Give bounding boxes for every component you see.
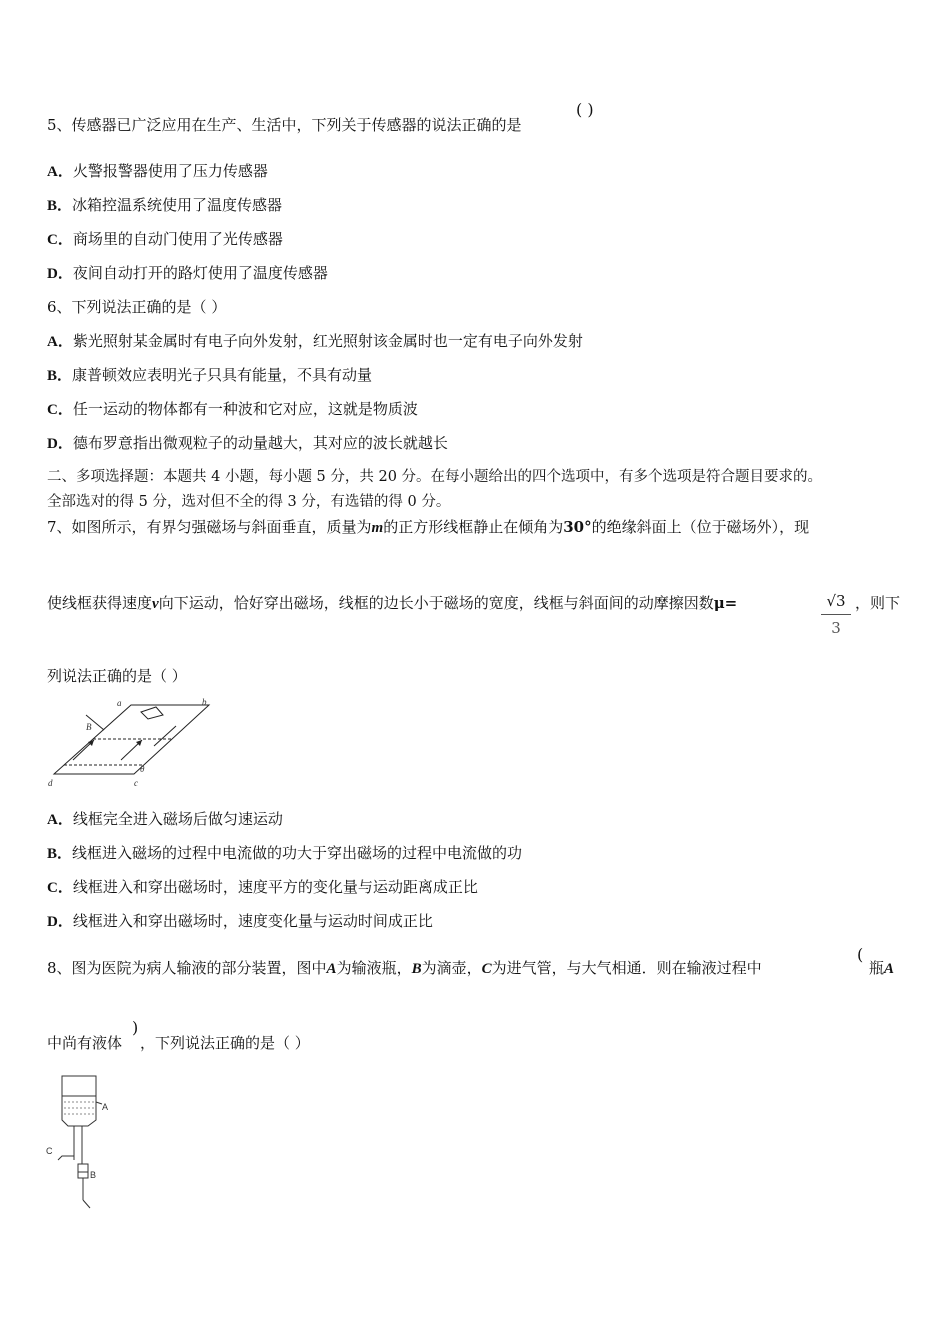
q8-open-paren: (: [857, 945, 864, 964]
q7-option-d: [47, 911, 433, 932]
option-text: 线框进入磁场的过程中电流做的功大于穿出磁场的过程中电流做的功: [72, 844, 523, 862]
drip-chamber: [78, 1164, 88, 1178]
option-letter: C．: [47, 880, 73, 896]
option-letter: B．: [47, 198, 73, 214]
q5-option-d: [47, 263, 328, 284]
label-d: d: [48, 778, 53, 788]
q6-option-a: [47, 331, 583, 352]
label-C: C: [46, 1146, 53, 1156]
q7-option-a: [47, 809, 283, 830]
q8-text: 为输液瓶，: [336, 959, 412, 977]
q7-velocity-symbol: v: [152, 596, 159, 612]
q7-text: 的绝缘斜面上（位于磁场外），现: [591, 518, 810, 536]
option-text: 冰箱控温系统使用了温度传感器: [72, 196, 283, 214]
q8-line2-end: ，下列说法正确的是（ ）: [140, 1034, 310, 1052]
q7-line3: 列说法正确的是（ ）: [47, 667, 187, 685]
q7-text: 使线框获得速度: [47, 594, 153, 612]
option-letter: A．: [47, 164, 73, 180]
option-text: 夜间自动打开的路灯使用了温度传感器: [72, 264, 328, 282]
option-text: 紫光照射某金属时有电子向外发射，红光照射该金属时也一定有电子向外发射: [72, 332, 583, 350]
label-a: a: [117, 698, 122, 708]
q8-text: 中尚有液体: [47, 1034, 123, 1052]
field-arrow: [154, 726, 176, 746]
option-text: 康普顿效应表明光子只具有能量，不具有动量: [72, 366, 373, 384]
q8-text: 8、图为医院为病人输液的部分装置，图中: [47, 959, 327, 977]
q6-option-b: [47, 365, 372, 386]
q8-symbol-b: B: [411, 961, 422, 977]
option-letter: D．: [47, 436, 73, 452]
square-coil: [141, 707, 163, 719]
q7-text: 向下运动，恰好穿出磁场，线框的边长小于磁场的宽度，线框与斜面间的动摩擦因数: [158, 594, 714, 612]
q5-option-b: [47, 195, 282, 216]
section2-line2: 全部选对的得 5 分，选对但不全的得 3 分，有选错的得 0 分。: [47, 494, 451, 510]
label-B: B: [90, 1170, 97, 1180]
q5-stem: [47, 115, 522, 135]
infusion-bottle: [62, 1076, 96, 1126]
q7-angle: 30°: [563, 518, 592, 536]
q6-option-d: [47, 433, 448, 454]
q8-close-paren: ): [132, 1018, 139, 1037]
q6-option-c: [47, 399, 418, 420]
option-letter: D．: [47, 914, 73, 930]
option-letter: D．: [47, 266, 73, 282]
q7-option-b: [47, 843, 522, 864]
label-c: c: [134, 778, 138, 788]
label-A: A: [102, 1102, 109, 1112]
label-b: b: [202, 698, 207, 707]
q7-mass-symbol: m: [371, 520, 384, 536]
q8-line1-end: [869, 958, 894, 979]
option-text: 线框进入和穿出磁场时，速度变化量与运动时间成正比: [72, 912, 433, 930]
option-letter: C．: [47, 402, 73, 418]
q7-line1: [47, 517, 809, 538]
q8-symbol-a: A: [884, 961, 895, 977]
q7-mu: μ=: [713, 594, 738, 612]
option-letter: C．: [47, 232, 73, 248]
fraction-numerator: √3: [826, 592, 846, 610]
q7-text: 的正方形线框静止在倾角为: [383, 518, 564, 536]
q8-line1: [47, 958, 762, 979]
section2-line1: 二、多项选择题：本题共 4 小题，每小题 5 分，共 20 分。在每小题给出的四个选项中，有多个选项是符合题目要求的。: [47, 469, 823, 485]
incline-plane: [54, 705, 209, 774]
q5-option-c: [47, 229, 283, 250]
option-letter: A．: [47, 334, 73, 350]
option-text: 商场里的自动门使用了光传感器: [72, 230, 283, 248]
option-text: 火警报警器使用了压力传感器: [72, 162, 268, 180]
option-letter: A．: [47, 812, 73, 828]
q7-incline-figure: [46, 698, 216, 790]
q8-text: 瓶: [869, 959, 885, 977]
q8-line2: [47, 1033, 122, 1053]
option-text: 任一运动的物体都有一种波和它对应，这就是物质波: [72, 400, 418, 418]
q8-text: 为进气管，与大气相通．则在输液过程中: [491, 959, 762, 977]
air-tube-bend: [58, 1156, 74, 1160]
q8-text: 为滴壶，: [421, 959, 482, 977]
q8-symbol-c: C: [481, 961, 492, 977]
q8-symbol-a: A: [326, 961, 337, 977]
label-theta: θ: [140, 764, 145, 774]
option-letter: B．: [47, 368, 73, 384]
q7-line2-end: ，则下: [855, 594, 901, 612]
q6-stem: 6、下列说法正确的是（ ）: [47, 298, 227, 316]
option-letter: B．: [47, 846, 73, 862]
label-B: B: [86, 722, 92, 732]
q5-stem-text: 5、传感器已广泛应用在生产、生活中，下列关于传感器的说法正确的是: [47, 116, 522, 134]
q7-mu-fraction: [821, 590, 851, 639]
q5-option-a: [47, 161, 268, 182]
q7-text: 7、如图所示，有界匀强磁场与斜面垂直，质量为: [47, 518, 372, 536]
q5-answer-paren: ( ): [576, 100, 594, 119]
fraction-bar: [821, 614, 851, 615]
option-text: 线框完全进入磁场后做匀速运动: [72, 810, 283, 828]
outlet-tube-end: [83, 1200, 90, 1208]
q7-option-c: [47, 877, 478, 898]
option-text: 线框进入和穿出磁场时，速度平方的变化量与运动距离成正比: [72, 878, 478, 896]
option-text: 德布罗意指出微观粒子的动量越大，其对应的波长就越长: [72, 434, 448, 452]
q7-line2: [47, 593, 737, 614]
fraction-denominator: 3: [831, 619, 841, 637]
q8-iv-figure: [44, 1072, 124, 1212]
